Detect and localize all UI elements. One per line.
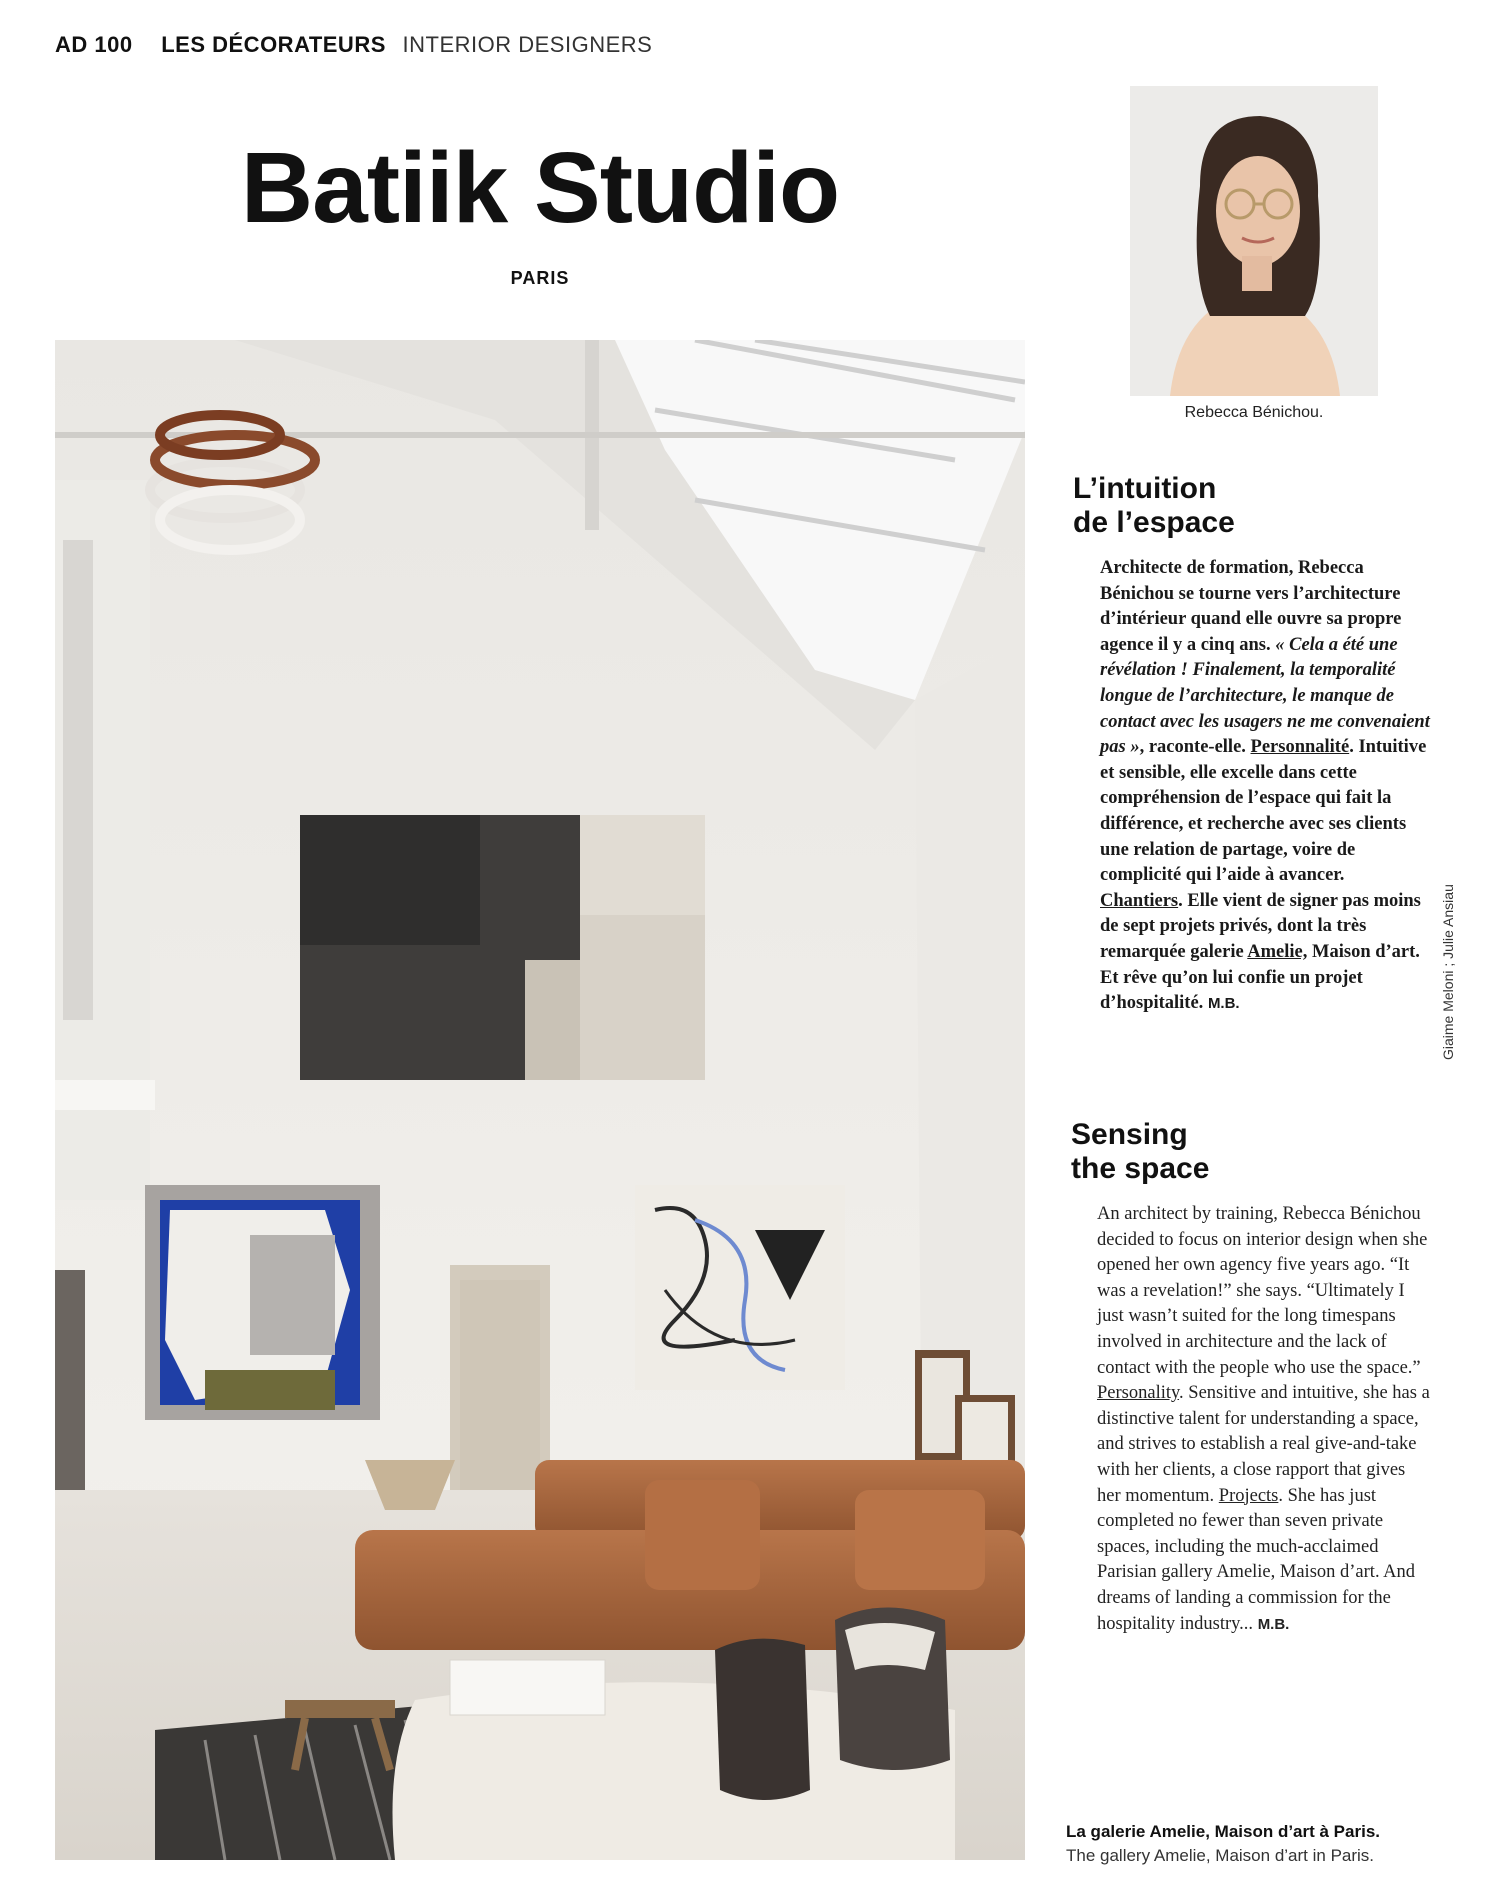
heading-en-line2: the space xyxy=(1071,1152,1210,1185)
keyword-projects: Projects xyxy=(1218,1485,1279,1506)
ceramic-stool-dark xyxy=(715,1639,810,1800)
heading-fr xyxy=(1073,472,1235,540)
text-segment: . Elle vient de signer pas moins de sept projets privés, dont la très remarquée galerie xyxy=(1100,890,1421,962)
author-signature-fr: M.B. xyxy=(1207,995,1240,1013)
keyword-amelie: Amelie, xyxy=(1247,941,1308,962)
text-segment: . Intuitive et sensible, elle excelle dans cette compréhension de l’espace qui fait la différence, et recherche avec ses clients une relation de partage, voire de complicité qui l’aide à avancer. xyxy=(1100,737,1427,886)
interior-photo xyxy=(55,340,1025,1860)
keyword-chantiers: Chantiers xyxy=(1100,890,1179,911)
photo-caption-en: The gallery Amelie, Maison d’art in Paris. xyxy=(1066,1846,1375,1865)
text-segment: Maison d’art. Et rêve qu’on lui confie un projet d’hospitalité. xyxy=(1100,941,1420,1014)
large-textile-artwork xyxy=(300,815,705,1080)
page-header xyxy=(55,32,652,58)
studio-title: Batiik Studio xyxy=(240,132,840,244)
text-segment: . She has just completed no fewer than seven private spaces, including the much-acclaimed Parisian gallery Amelie, Maison d’art. And dreams of landing a commission for the hospitality industry... xyxy=(1097,1485,1416,1634)
text-segment: , raconte-elle. xyxy=(1139,737,1251,758)
portrait-illustration xyxy=(1130,86,1378,396)
photo-caption-fr: La galerie Amelie, Maison d’art à Paris. xyxy=(1066,1822,1380,1841)
text-segment: Architecte de formation, Rebecca Bénichou se tourne vers l’architecture d’intérieur quand elle ouvre sa propre agence il y a cinq ans. xyxy=(1100,558,1402,655)
city-label: PARIS xyxy=(510,268,570,288)
heading-fr-line1: L’intuition xyxy=(1073,472,1217,505)
text-segment: . Sensitive and intuitive, she has a distinctive talent for understanding a space, and strives to establish a real give-and-take with her clients, a close rapport that gives her momentum. xyxy=(1097,1383,1430,1506)
portrait-photo xyxy=(1130,86,1378,396)
blue-abstract-artwork xyxy=(145,1185,380,1420)
keyword-personnalite: Personnalité xyxy=(1250,737,1350,758)
quote-text: « Cela a été une révélation ! Finalement, la temporalité longue de l’architecture, le manque de contact avec les usagers ne me convenaient pas » xyxy=(1100,634,1430,758)
section-title: LES DÉCORATEURS xyxy=(161,32,386,57)
page-number: AD 100 xyxy=(55,32,133,57)
heading-fr-line2: de l’espace xyxy=(1073,506,1235,539)
interior-illustration xyxy=(55,340,1025,1860)
photo-credit: Giaime Meloni ; Julie Ansiau xyxy=(1440,884,1456,1060)
portrait-caption: Rebecca Bénichou. xyxy=(1184,404,1324,421)
keyword-personality: Personality xyxy=(1097,1383,1180,1404)
section-subtitle: INTERIOR DESIGNERS xyxy=(402,32,653,57)
article-text-en xyxy=(1097,1202,1432,1637)
article-text-fr xyxy=(1100,556,1430,1017)
author-signature-en: M.B. xyxy=(1257,1615,1290,1633)
heading-en-line1: Sensing xyxy=(1071,1118,1188,1151)
line-drawing-artwork xyxy=(635,1185,845,1390)
heading-en xyxy=(1071,1118,1209,1186)
text-segment: An architect by training, Rebecca Bénichou decided to focus on interior design when she opened her own agency five years ago. “It was a revelation!” she says. “Ultimately I just wasn’t suited for the long timespans involved in architecture and the lack of contact with the people who use the space.” xyxy=(1097,1204,1428,1378)
